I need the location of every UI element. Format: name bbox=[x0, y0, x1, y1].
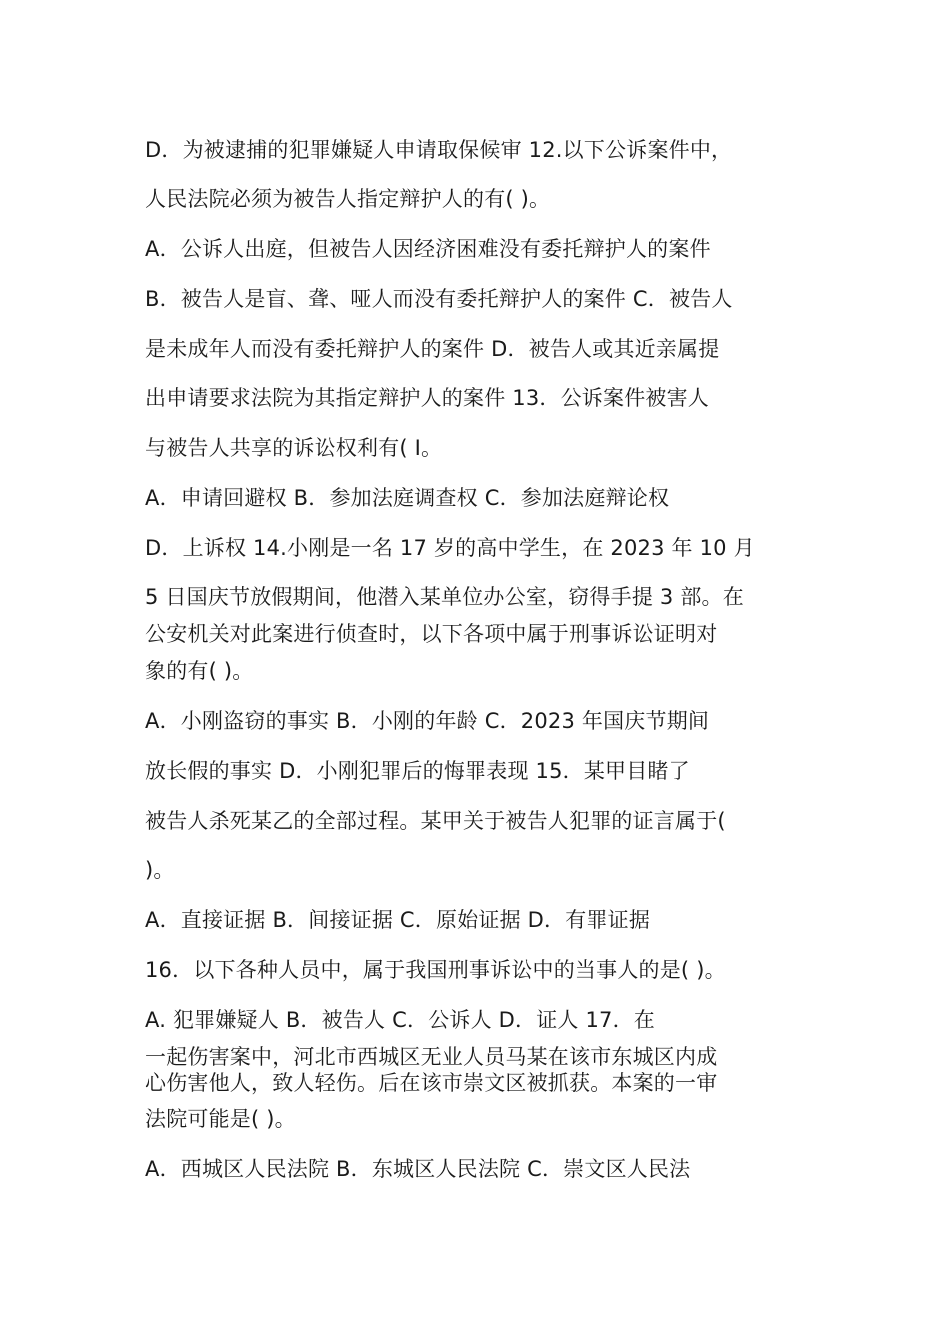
text-line: D．上诉权 14.小刚是一名 17 岁的高中学生，在 2023 年 10 月 bbox=[145, 536, 755, 560]
text-line: 象的有( )。 bbox=[145, 659, 254, 683]
text-line: A．申请回避权 B．参加法庭调查权 C．参加法庭辩论权 bbox=[145, 486, 670, 510]
text-line: 人民法院必须为被告人指定辩护人的有( )。 bbox=[145, 187, 551, 211]
text-line: 放长假的事实 D．小刚犯罪后的悔罪表现 15．某甲目睹了 bbox=[145, 759, 690, 783]
text-line: A．直接证据 B．间接证据 C．原始证据 D．有罪证据 bbox=[145, 908, 651, 932]
text-line: 心伤害他人，致人轻伤。后在该市崇文区被抓获。本案的一审 bbox=[145, 1071, 718, 1095]
text-line: 被告人杀死某乙的全部过程。某甲关于被告人犯罪的证言属于( bbox=[145, 809, 726, 833]
text-line: 5 日国庆节放假期间，他潜入某单位办公室，窃得手提 3 部。在 bbox=[145, 585, 744, 609]
text-line: B．被告人是盲、聋、哑人而没有委托辩护人的案件 C．被告人 bbox=[145, 287, 733, 311]
text-line: )。 bbox=[145, 858, 175, 882]
text-line: A．西城区人民法院 B．东城区人民法院 C．崇文区人民法 bbox=[145, 1157, 691, 1181]
text-line: 一起伤害案中，河北市西城区无业人员马某在该市东城区内成 bbox=[145, 1045, 718, 1069]
text-line: 公安机关对此案进行侦查时，以下各项中属于刑事诉讼证明对 bbox=[145, 622, 718, 646]
text-line: 法院可能是( )。 bbox=[145, 1107, 296, 1131]
text-line: 16．以下各种人员中，属于我国刑事诉讼中的当事人的是( )。 bbox=[145, 958, 726, 982]
text-line: 与被告人共享的诉讼权利有( I。 bbox=[145, 436, 443, 460]
text-line: 是未成年人而没有委托辩护人的案件 D．被告人或其近亲属提 bbox=[145, 337, 720, 361]
text-line: 出申请要求法院为其指定辩护人的案件 13．公诉案件被害人 bbox=[145, 386, 709, 410]
text-line: A．小刚盗窃的事实 B．小刚的年龄 C．2023 年国庆节期间 bbox=[145, 709, 710, 733]
text-line: A．公诉人出庭，但被告人因经济困难没有委托辩护人的案件 bbox=[145, 237, 711, 261]
text-line: A. 犯罪嫌疑人 B．被告人 C．公诉人 D．证人 17．在 bbox=[145, 1008, 656, 1032]
text-line: D．为被逮捕的犯罪嫌疑人申请取保候审 12.以下公诉案件中， bbox=[145, 138, 733, 162]
